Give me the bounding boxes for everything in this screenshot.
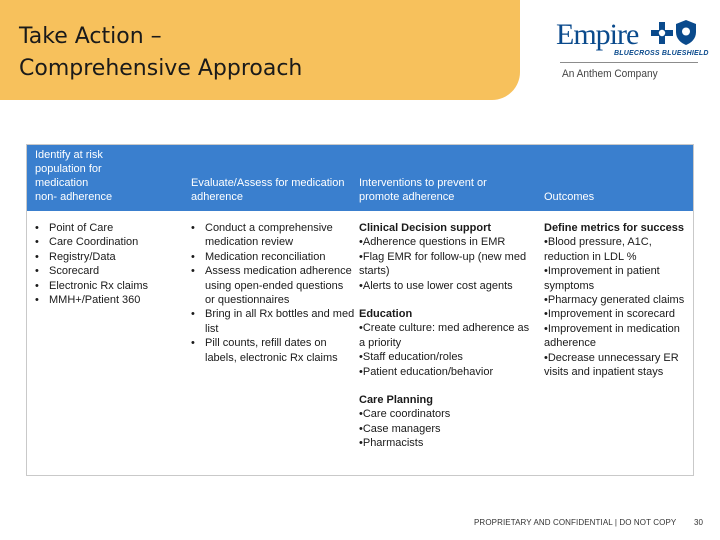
logo-bcbs-text: BLUECROSS BLUESHIELD xyxy=(614,50,709,57)
list-item: •Pharmacists xyxy=(359,437,424,450)
section-title-clinical: Clinical Decision support xyxy=(359,222,492,234)
column-identify xyxy=(35,221,185,307)
list-item: •Case managers xyxy=(359,422,441,435)
header-evaluate: Evaluate/Assess for medication adherence xyxy=(191,177,345,203)
column-interventions xyxy=(359,221,534,451)
column-outcomes xyxy=(544,221,692,379)
list-item: •Improvement in scorecard xyxy=(544,308,676,321)
list-item: •Blood pressure, A1C, reduction in LDL % xyxy=(544,236,652,263)
list-item: •Create culture: med adherence as a priority xyxy=(359,322,530,349)
blue-shield-icon xyxy=(676,20,696,45)
title-band xyxy=(0,0,520,100)
list-item: •Adherence questions in EMR xyxy=(359,236,506,249)
list-item: •Patient education/behavior xyxy=(359,365,494,378)
list-item: •Pharmacy generated claims xyxy=(544,294,685,307)
logo-brand: Empire xyxy=(556,18,639,51)
list-item: • Registry/Data xyxy=(35,250,185,264)
list-item: •Alerts to use lower cost agents xyxy=(359,279,513,292)
list-item: • Assess medication adherence using open-ended questions or questionnaires xyxy=(191,264,356,307)
blue-cross-icon xyxy=(651,22,673,44)
list-item: •Improvement in patient symptoms xyxy=(544,265,660,292)
spacer xyxy=(359,379,534,393)
spacer xyxy=(359,293,534,307)
header-identify: Identify at risk population for medication non- adherence xyxy=(35,149,113,203)
list-item: • Pill counts, refill dates on labels, electronic Rx claims xyxy=(191,336,356,365)
list-item: • Scorecard xyxy=(35,264,185,278)
list-item: • MMH+/Patient 360 xyxy=(35,293,185,307)
header-interventions: Interventions to prevent or promote adherence xyxy=(359,177,487,203)
header-outcomes: Outcomes xyxy=(544,191,595,203)
list-item: •Flag EMR for follow-up (new med starts) xyxy=(359,250,527,278)
section-title-care-planning: Care Planning xyxy=(359,394,433,407)
list-item: • Point of Care xyxy=(35,221,185,235)
list-item: •Decrease unnecessary ER visits and inpatient stays xyxy=(544,351,679,379)
slide-title-line2: Comprehensive Approach xyxy=(19,56,303,81)
list-item: • Conduct a comprehensive medication review xyxy=(191,221,356,250)
page-number: 30 xyxy=(694,518,703,527)
list-item: •Improvement in medication adherence xyxy=(544,322,680,350)
list-item: •Staff education/roles xyxy=(359,351,463,364)
empire-logo xyxy=(556,16,709,88)
footer-confidential: PROPRIETARY AND CONFIDENTIAL | DO NOT COPY xyxy=(474,518,677,527)
logo-tagline: An Anthem Company xyxy=(562,68,658,80)
section-title-metrics: Define metrics for success xyxy=(544,222,685,234)
section-title-education: Education xyxy=(359,308,413,321)
logo-divider xyxy=(560,62,698,63)
action-table xyxy=(26,144,694,476)
table-header-row xyxy=(27,145,693,211)
slide-title-line1: Take Action – xyxy=(19,24,162,49)
list-item: •Care coordinators xyxy=(359,408,451,421)
list-item: • Care Coordination xyxy=(35,235,185,249)
column-evaluate xyxy=(191,221,356,365)
list-item: • Electronic Rx claims xyxy=(35,279,185,293)
list-item: • Medication reconciliation xyxy=(191,250,356,264)
list-item: • Bring in all Rx bottles and med list xyxy=(191,307,356,336)
